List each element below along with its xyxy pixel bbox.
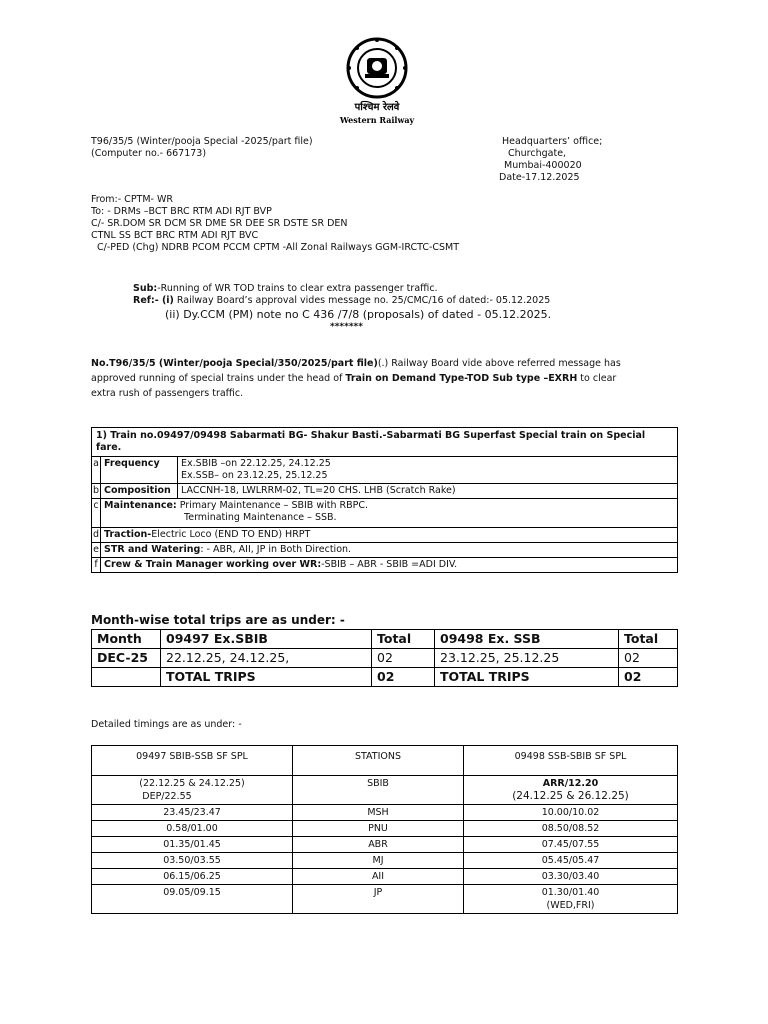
sbib-dep-dates: (22.12.25 & 24.12.25): [139, 778, 245, 789]
timing-dn: 0.58/01.00: [92, 821, 293, 837]
jp-departure: 09.05/09.15: [92, 885, 293, 914]
jp-arr-days: (WED,FRI): [546, 900, 595, 911]
row-letter: b: [92, 484, 101, 499]
composition-value: LACCNH-18, LWLRRM-02, TL=20 CHS. LHB (Scratch Rake): [178, 484, 678, 499]
timings-table: [91, 745, 678, 914]
crew-label: Crew & Train Manager working over WR:: [104, 559, 322, 570]
station-sbib: SBIB: [293, 776, 464, 805]
header-09498-timing: 09498 SSB-SBIB SF SPL: [464, 746, 678, 776]
indian-railways-logo: [337, 36, 417, 132]
sub-text: -Running of WR TOD trains to clear extra passenger traffic.: [157, 283, 438, 294]
crew-cell: [101, 558, 678, 573]
trip-dates-09497: 22.12.25, 24.12.25,: [161, 649, 372, 668]
row-value: [178, 457, 678, 484]
office-line1: Headquarters’ office;: [502, 136, 603, 147]
trip-total-09497: 02: [372, 649, 435, 668]
trip-dates-09498: 23.12.25, 25.12.25: [435, 649, 619, 668]
sub-label: Sub:: [133, 283, 158, 294]
timing-up: 03.30/03.40: [464, 869, 678, 885]
logo-english-name: Western Railway: [339, 115, 415, 125]
cc-line2: CTNL SS BCT BRC RTM ADI RJT BVC: [91, 230, 259, 241]
timing-dn: 01.35/01.45: [92, 837, 293, 853]
ref-label: Ref:- (i): [133, 295, 174, 306]
file-reference: [91, 136, 313, 160]
timing-dn: 06.15/06.25: [92, 869, 293, 885]
maintenance-cell: [101, 499, 678, 528]
maintenance-line2: Terminating Maintenance – SSB.: [184, 512, 337, 523]
maintenance-label: Maintenance:: [104, 500, 177, 511]
trip-total-09498: 02: [619, 649, 678, 668]
para-p1: (.) Railway Board vide above referred message has: [377, 358, 621, 369]
ref1-text: Railway Board’s approval vides message no. 25/CMC/16 of dated:- 05.12.2025: [173, 295, 551, 306]
office-line2: Churchgate,: [508, 148, 567, 159]
ref2-text: (ii) Dy.CCM (PM) note no C 436 /7/8 (proposals) of dated - 05.12.2025.: [165, 308, 552, 321]
header-total-2: Total: [619, 630, 678, 649]
traction-label: Traction-: [104, 529, 152, 540]
timings-heading: Detailed timings are as under: -: [91, 719, 242, 730]
para-line2a: approved running of special trains under the head of: [91, 373, 346, 384]
row-letter: c: [92, 499, 101, 528]
timing-up: 10.00/10.02: [464, 805, 678, 821]
to-line: To: - DRMs –BCT BRC RTM ADI RJT BVP: [91, 206, 272, 217]
row-letter: e: [92, 543, 101, 558]
cc-line3: C/-PED (Chg) NDRB PCOM PCCM CPTM -All Zonal Railways GGM-IRCTC-CSMT: [97, 242, 460, 253]
from-line: From:- CPTM- WR: [91, 194, 173, 205]
ref-line2: (Computer no.- 667173): [91, 148, 207, 159]
watering-value: : - ABR, AII, JP in Both Direction.: [200, 544, 352, 555]
station: PNU: [293, 821, 464, 837]
para-line3: extra rush of passengers traffic.: [91, 388, 244, 399]
train-details-table: [91, 427, 678, 573]
station: MSH: [293, 805, 464, 821]
watering-cell: [101, 543, 678, 558]
logo-hindi-name: पश्चिम रेलवे: [354, 102, 400, 113]
row-letter: d: [92, 528, 101, 543]
header-month: Month: [92, 630, 161, 649]
header-09498: 09498 Ex. SSB: [435, 630, 619, 649]
para-bold2: Train on Demand Type-TOD Sub type –EXRH: [345, 373, 578, 384]
header-09497-timing: 09497 SBIB-SSB SF SPL: [92, 746, 293, 776]
total-trips-label-2: TOTAL TRIPS: [435, 668, 619, 687]
body-paragraph: [91, 356, 686, 401]
trip-month-empty: [92, 668, 161, 687]
office-address: [499, 136, 603, 184]
stars: *******: [330, 322, 363, 332]
office-line3: Mumbai-400020: [504, 160, 582, 171]
header-total-1: Total: [372, 630, 435, 649]
sbib-arr-time: ARR/12.20: [542, 778, 599, 789]
timing-up: 08.50/08.52: [464, 821, 678, 837]
traction-cell: [101, 528, 678, 543]
para-line2b: to clear: [577, 373, 617, 384]
trips-table: [91, 629, 678, 687]
trip-month: DEC-25: [92, 649, 161, 668]
para-bold: No.T96/35/5 (Winter/pooja Special/350/2025/part file): [91, 358, 378, 369]
sbib-departure-cell: [92, 776, 293, 805]
row-label: Frequency: [101, 457, 178, 484]
subject-block: [133, 283, 551, 333]
office-line4: Date-17.12.2025: [499, 172, 580, 183]
header-stations: STATIONS: [293, 746, 464, 776]
row-letter: f: [92, 558, 101, 573]
traction-value: Electric Loco (END TO END) HRPT: [151, 529, 311, 540]
addresses: [91, 194, 459, 254]
station: ABR: [293, 837, 464, 853]
trips-heading: Month-wise total trips are as under: -: [91, 613, 345, 627]
header-09497: 09497 Ex.SBIB: [161, 630, 372, 649]
timing-dn: 23.45/23.47: [92, 805, 293, 821]
jp-arr-time: 01.30/01.40: [541, 887, 600, 898]
crew-value: -SBIB – ABR - SBIB =ADI DIV.: [321, 559, 458, 570]
total-trips-value-1: 02: [372, 668, 435, 687]
sbib-arr-dates: (24.12.25 & 26.12.25): [512, 790, 629, 802]
frequency-line1: Ex.SBIB –on 22.12.25, 24.12.25: [181, 458, 331, 469]
train-title: 1) Train no.09497/09498 Sabarmati BG- Shakur Basti.-Sabarmati BG Superfast Special train on Special fare.: [92, 428, 678, 457]
cc-line1: C/- SR.DOM SR DCM SR DME SR DEE SR DSTE SR DEN: [91, 218, 348, 229]
total-trips-label-1: TOTAL TRIPS: [161, 668, 372, 687]
station: MJ: [293, 853, 464, 869]
station: AII: [293, 869, 464, 885]
jp-arrival-cell: [464, 885, 678, 914]
maintenance-line1: Primary Maintenance – SBIB with RBPC.: [176, 500, 368, 511]
sbib-dep-time: DEP/22.55: [142, 791, 192, 802]
ref-line1: T96/35/5 (Winter/pooja Special -2025/part file): [91, 136, 313, 147]
row-label: Composition: [101, 484, 178, 499]
sbib-arrival-cell: [464, 776, 678, 805]
timing-up: 07.45/07.55: [464, 837, 678, 853]
frequency-line2: Ex.SSB– on 23.12.25, 25.12.25: [181, 470, 328, 481]
timing-up: 05.45/05.47: [464, 853, 678, 869]
row-letter: a: [92, 457, 101, 484]
station-jp: JP: [293, 885, 464, 914]
total-trips-value-2: 02: [619, 668, 678, 687]
watering-label: STR and Watering: [104, 544, 201, 555]
timing-dn: 03.50/03.55: [92, 853, 293, 869]
